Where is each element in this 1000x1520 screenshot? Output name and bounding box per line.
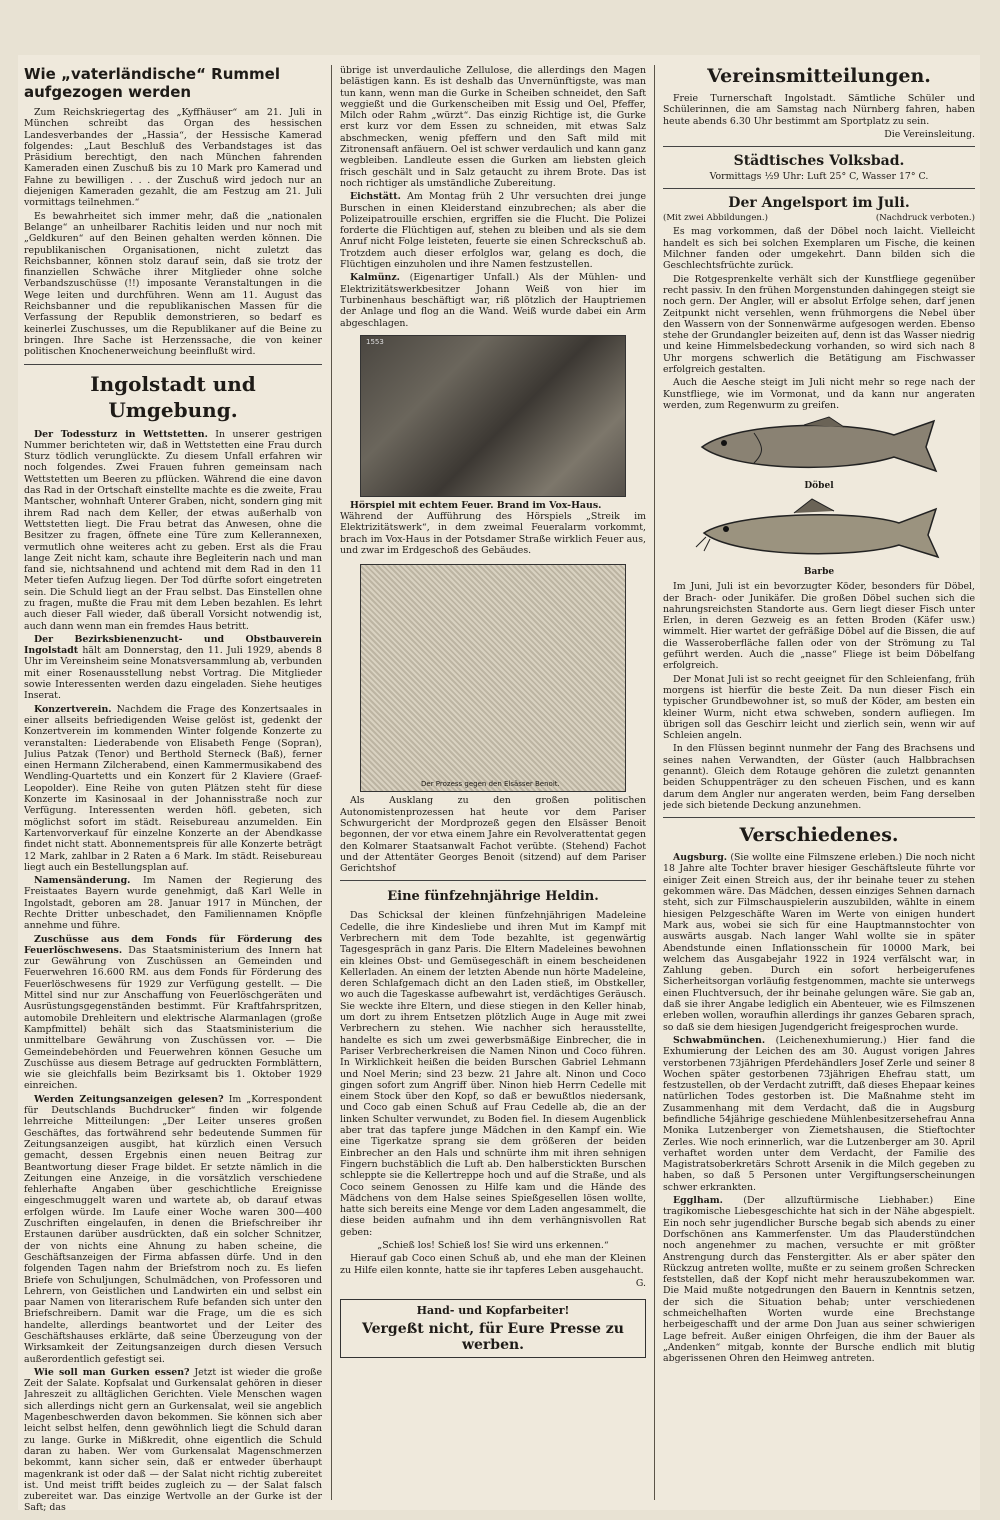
article-text: (Sie wollte eine Filmszene erleben.) Die noch nicht 18 Jahre alte Tochter braver hiesiger Geschäftsleute führte vor einiger Zeit einen Streich aus, der ihr beinahe teuer zu stehen gekommen wäre. Das Mädchen, dessen einziges Sehnen darnach steht, sich zur Filmschauspielerin auszubilden, wählte in einem hiesigen Pelzgeschäfte Waren im Werte von einigen hundert Mark aus, wobei sie sich für eine Hauptmannstochter von auswärts ausgab. Nach langer Wahl wollte sie in später Abendstunde einen Inflationsschein für 10000 Mark, bei welchem das Ausgabejahr 1922 in 1924 verfälscht war, in Zahlung geben. Durch ein sofort herbeigerufenes Sicherheitsorgan vorläufig festgenommen, machte sie unterwegs einen Fluchtversuch, der ihr beinahe gelungen wäre. Sie gab an, daß sie ihrer Angabe lediglich ein Abenteuer, wie es Filmszenen erleben wollen, woraufhin allerdings ihr ganzes Gebaren sprach, so daß sie dem hiesigen Jugendgericht freigesprochen wurde. xyxy=(663,852,975,1033)
angel-paragraph: Der Monat Juli ist so recht geeignet für den Schleienfang, früh morgens ist hierfür die beste Zeit. Da nun dieser Fisch ein typischer Grundbewohner ist, so muß der Köder, am besten ein kleiner Wurm, nicht etwa schweben, sondern aufliegen. Im übrigen soll das Geschirr leicht und zierlich sein, wenn wir auf Schleien angeln. xyxy=(663,673,975,742)
article-augsburg xyxy=(663,852,975,1033)
article-text: Im Namen der Regierung des Freistaates Bayern wurde genehmigt, daß Karl Welle in Ingolstadt, geboren am 28. Januar 1917 in München, der Rechte Dritter unbeschadet, den Familiennamen Knöpfle annehme und führe. xyxy=(24,875,322,932)
article-text: (Eigenartiger Unfall.) Als der Mühlen- und Elektrizitätswerkbesitzer Johann Weiß von hier im Turbinenhaus beschäftigt war, riß plötzlich der Hauptriemen der Anlage und flog an die Wand. Weiß wurde dabei ein Arm abgeschlagen. xyxy=(340,272,646,329)
article-head: Eichstätt. xyxy=(350,191,401,203)
heldin-end: Hierauf gab Coco einen Schuß ab, und ehe man der Kleinen zu Hilfe eilen konnte, hatte sie ihr tapferes Leben ausgehaucht. xyxy=(340,1253,646,1276)
article-head: Zuschüsse aus dem Fonds für Förderung des Feuerlöschwesens. xyxy=(24,933,322,956)
column-1 xyxy=(24,55,322,1516)
article-head: Wie soll man Gurken essen? xyxy=(34,1366,190,1378)
article-egglham xyxy=(663,1195,975,1364)
photo-fire-vox-haus xyxy=(360,335,626,497)
sketch-caption: Als Ausklang zu den großen politischen Autonomistenprozessen hat heute vor dem Pariser Schwurgericht der Mordprozeß gegen den Elsässer Benoit begonnen, der vor etwa einem Jahre ein Revolverattentat gegen den Kolmarer Staatsanwalt Fachot verübte. (Stehend) Fachot und der Attentäter Georges Benoit (sitzend) auf dem Pariser Gerichtshof xyxy=(340,795,646,875)
article-eichstaett xyxy=(340,191,646,270)
subline-left: (Mit zwei Abbildungen.) xyxy=(663,213,769,224)
article-todessturz xyxy=(24,429,322,632)
article-text: hält am Donnerstag, den 11. Juli 1929, abends 8 Uhr im Vereinsheim seine Monatsversammlung ab, verbunden mit einer Rosenausstellung nebst Vortrag. Die Mitglieder sowie Interessenten werden dazu eingeladen. Siehe heutiges Inserat. xyxy=(24,645,322,702)
article-text: Am Montag früh 2 Uhr versuchten drei junge Burschen in einen Kleiderstand einzubrechen; als aber die Polizeipatrouille erschien, ergriffen sie die Flucht. Die Polizei forderte die Flüchtigen auf, stehen zu bleiben und als sie dem Anruf nicht Folge leisteten, feuerte sie einen Schreckschuß ab. Trotzdem auch dieser erfolglos war, gelang es doch, die Flüchtigen einzuholen und ihre Namen festzustellen. xyxy=(340,191,646,271)
separator xyxy=(340,880,646,881)
column-rule xyxy=(654,65,655,1500)
advert-line2: Vergeßt nicht, für Eure Presse zu werben. xyxy=(362,1321,624,1354)
fish-label-doebel: Döbel xyxy=(804,481,834,492)
angel-paragraph: Es mag vorkommen, daß der Döbel noch laicht. Vielleicht handelt es sich bei solchen Exemplaren um Fische, die keinen Milchner fanden oder umgekehrt. Dann bilden sich die Geschlechtsfrüchte zurück. xyxy=(663,226,975,272)
article-text: In unserer gestrigen Nummer berichteten wir, daß in Wettstetten eine Frau durch Sturz tödlich verunglückte. Zu diesem Unfall erfahren wir noch folgendes. Zwei Frauen fuhren gemeinsam nach Wettstetten um Beeren zu pflücken. Während die eine davon das Rad in der Ortschaft einstellte machte es die zweite, Frau Mantscher, wohnhaft Unterer Graben, nicht, sondern ging mit ihrem Rad nach dem Keller, der etwas außerhalb von Wettstetten liegt. Die Frau betrat das Anwesen, ohne die Besitzer zu fragen, öffnete eine Türe zum Kellerannexen, vermutlich ohne weiteres acht zu geben. Erst als die Frau lange Zeit nicht kam, schaute ihre Begleiterin nach und man fand sie, nichtsahnend und achtend mit dem Rad in den 11 Meter tiefen Aufzug liegen. Der Tod dürfte sofort eingetreten sein. Die Schuld liegt an der Frau selbst. Das Einstellen ohne zu fragen, mußte die Frau mit dem Leben bezahlen. Es lehrt auch dieser Fall wieder, daß überall Vorsicht notwendig ist, auch dann wenn man ein fremdes Haus betritt. xyxy=(24,428,322,632)
verein-signature: Die Vereinsleitung. xyxy=(884,128,975,140)
article-obstbau xyxy=(24,634,322,702)
headline-heldin: Eine fünfzehnjährige Heldin. xyxy=(387,889,599,905)
rummel-paragraph: Zum Reichskriegertag des „Kyffhäuser“ am 21. Juli in München schreibt das Organ des hessischen Landesverbandes der „Hassia“, der Hessische Kamerad folgendes: „Laut Beschluß des Verbandstages ist das Präsidium berechtigt, den nach München fahrenden Kameraden einen Zuschuß bis zu 10 Mark pro Kamerad und Fahne zu bewilligen . . . der Zuschuß wird jedoch nur an diejenigen Kameraden gezahlt, die am Festzug am 21. Juli vormittags teilnehmen.“ xyxy=(24,107,322,209)
article-text: Im „Korrespondent für Deutschlands Buchdrucker“ finden wir folgende lehrreiche Mitteilungen: „Der Leiter unseres großen Geschäftes, das fortwährend sehr bedeutende Summen für Zeitungsanzeigen ausgibt, hat kürzlich einen Versuch gemacht, dessen Ergebnis einen neuen Beitrag zur Beantwortung dieser Frage bildet. Er setzte nämlich in die Zeitungen eine Anzeige, in die vorsätzlich verschiedene fehlerhafte Angaben über geschichtliche Ereignisse eingeschmuggelt waren und wartete ab, ob darauf etwas erfolgen würde. Im Laufe einer Woche waren 300—400 Zuschriften eingelaufen, in denen die Briefschreiber ihr Erstaunen darüber ausdrückten, daß ein solcher Schnitzer, der von nichts eine Ahnung zu haben scheine, die Geschäftsanzeigen der Firma abfassen dürfe. Und in den folgenden Tagen nahm der Briefstrom noch zu. Es liefen Briefe von Schuljungen, Schulmädchen, von Professoren und Lehrern, von Geistlichen und Landwirten ein und selbst ein paar Namen von literarischem Rufe befanden sich unter den Briefschreibern. Damit war die Frage, um die es sich handelte, allerdings beantwortet und der Leiter des Geschäftshauses erklärte, daß seine Überzeugung von der Wirksamkeit der Zeitungsanzeigen durch diesen Versuch außerordentlich gefestigt sei. xyxy=(24,1093,322,1365)
article-head: Namensänderung. xyxy=(34,875,131,887)
separator xyxy=(663,146,975,147)
headline-volksbad: Städtisches Volksbad. xyxy=(733,153,905,170)
headline-verschiedenes: Verschiedenes. xyxy=(739,824,899,847)
article-schwabmuenchen xyxy=(663,1035,975,1193)
article-text: (Leichenexhumierung.) Hier fand die Exhumierung der Leichen des am 30. August vorigen Jahres verstorbenen 73jährigen Pferdehändlers Josef Zerle und seiner 8 Wochen später gestorbenen 73jährigen Ehefrau statt, um festzustellen, ob der Verdacht zutrifft, daß dieses Ehepaar keines natürlichen Todes gestorben ist. Die Maßnahme steht im Zusammenhang mit dem Verdacht, daß die in Augsburg befindliche 54jährige geschiedene Mühlenbesitzersehefrau Anna Monika Lutzenberger von Ziemetshausen, die Stieftochter Zerles. Wie noch erinnerlich, war die Lutzenberger am 30. April verhaftet worden unter dem Verdacht, der Familie des Magistratsoberkretärs Schrott Arsenik in die Milch gegeben zu haben, so daß 5 Personen unter Vergiftungserscheinungen schwer erkrankten. xyxy=(663,1034,975,1193)
rummel-paragraph: Es bewahrheitet sich immer mehr, daß die „nationalen Belange“ an unheilbarer Rachitis leiden und nur noch mit „Geldkuren“ auf den Beinen gehalten werden können. Die republikanischen Organisationen, nicht zuletzt das Reichsbanner, können stolz darauf sein, daß sie trotz der finanziellen Schwäche ihrer Mitglieder ohne solche Verbandszuschüsse (!!) imposante Veranstaltungen in die Wege leiten und durchführen. Wenn am 11. August das Reichsbanner und die republikanischen Massen für die Verfassung der Republik demonstrieren, so bedarf es keinerlei Zuschusses, um die Republikaner auf die Beine zu bringen. Ihre Sache ist Herzenssache, die von keiner politischen Knochenerweichung beeinflußt wird. xyxy=(24,210,322,358)
angel-paragraph: In den Flüssen beginnt nunmehr der Fang des Brachsens und seines nahen Verwandten, der Güster (auch Halbbrachsen genannt). Gleich dem Rotauge gehören die zuletzt genannten beiden Schuppenträger zu den scheuen Fischen, und es kann darum dem Angler nur angeraten werden, beim Fang derselben jede sich bietende Deckung anzunehmen. xyxy=(663,743,975,811)
sketch-label: Der Prozess gegen den Elsässer Benoit. xyxy=(421,780,560,789)
article-head: Der Bezirksbienenzucht- und Obstbauverein Ingolstadt xyxy=(24,633,322,657)
article-gurken xyxy=(24,1367,322,1514)
newspaper-page xyxy=(18,55,980,1514)
column-3 xyxy=(663,55,975,1367)
article-head: Schwabmünchen. xyxy=(673,1034,766,1046)
heldin-quote: „Schieß los! Schieß los! Sie wird uns erkennen.“ xyxy=(377,1240,609,1251)
gurken-continued: übrige ist unverdauliche Zellulose, die allerdings den Magen belästigen kann. Es ist deshalb das Unvernünftigste, was man tun kann, wenn man die Gurke in Scheiben schneidet, den Saft weggießt und die Gurkenscheiben mit Essig und Oel, Pfeffer, Milch oder Rahm „würzt“. Das einzig Richtige ist, die Gurke erst kurz vor dem Essen zu schneiden, mit etwas Salz abschmecken, wenig pfeffern und den Saft mild mit Zitronensaft anfäuern. Oel ist schwer verdaulich und kann ganz wegbleiben. Landleute essen die Gurken am liebsten gleich frisch geschält und in Salz getaucht zu ihrem Brote. Das ist noch richtiger als umständliche Zubereitung. xyxy=(340,65,646,189)
angel-paragraph: Die Rotgesprenkelte verhält sich der Kunstfliege gegenüber recht passiv. In den frühen Morgenstunden dahingegen steigt sie noch gern. Der Angler, will er absolut Erfolge sehen, darf jenen Zeitpunkt nicht versehlen, wenn frühmorgens die Nebel über den Wassern von der Sonnenwärme aufgesogen werden. Ebenso stehe der Grundangler beizeiten auf, denn ist das Wasser niedrig und keine Himmelsbedeckung vorhanden, so wird sich nach 8 Uhr morgens schwerlich die Betätigung am Fischwasser erfolgreich gestalten. xyxy=(663,273,975,376)
article-head: Der Todessturz in Wettstetten. xyxy=(34,428,208,440)
angel-paragraph: Im Juni, Juli ist ein bevorzugter Köder, besonders für Döbel, der Brach- oder Junikäfer. Die großen Döbel suchen sich die nahrungsreichsten Standorte aus. Gern liegt dieser Fisch unter Erlen, in deren Gezweig es an fetten Broden (Käfer usw.) wimmelt. Hier wartet der gefräßige Döbel auf die Bissen, die auf die Wasseroberfläche fallen oder von der Strömung zu Tal geführt werden. Auch die „nasse“ Fliege ist beim Döbelfang erfolgreich. xyxy=(663,581,975,672)
subline-right: (Nachdruck verboten.) xyxy=(875,213,975,224)
heldin-signature: G. xyxy=(635,1277,646,1289)
article-head: Augsburg. xyxy=(673,852,728,864)
caption-text: Während der Aufführung des Hörspiels „Streik im Elektrizitätswerk“, in dem zweimal Feueralarm vorkommt, brach im Vox-Haus in der Potsdamer Straße wirklich Feuer aus, und zwar im Erdgeschoß des Gebäudes. xyxy=(340,511,646,557)
separator xyxy=(24,364,322,365)
article-zeitungsanzeigen xyxy=(24,1094,322,1365)
verein-text: Freie Turnerschaft Ingolstadt. Sämtliche Schüler und Schülerinnen, die am Samstag nach Nürnberg fahren, haben heute abends 6.30 Uhr bestimmt am Sportplatz zu sein. xyxy=(663,93,975,127)
article-text: (Der allzuftürmische Liebhaber.) Eine tragikomische Liebesgeschichte hat sich in der Nähe abgespielt. Ein noch sehr jugendlicher Bursche begab sich abends zu einer Dorfschönen ans Kammerfenster. Um das Plauderstündchen noch angenehmer zu machen, versuchte er mit größter Anstrengung durch das Fenstergitter. Als er aber später den Rückzug antreten wollte, mußte er zu seinem großen Schrecken feststellen, daß der Kopf nicht mehr herauszubekommen war. Die Maid mußte notgedrungen den Bauern in Kenntnis setzen, der sich die Situation behab; unter verschiedenen schmeichelhaften Worten wurde eine Brechstange herbeigeschafft und der arme Don Juan aus seiner schwierigen Lage befreit. Außer einigen Ohrfeigen, die ihm der Bauer als „Andenken“ mitgab, konnte der Bursche endlich mit blutig abgerissenen Ohren den Heimweg antreten. xyxy=(663,1195,975,1365)
headline-rummel: Wie „vaterländische“ Rummel aufgezogen werden xyxy=(24,65,280,101)
fish-illustration-barbe xyxy=(694,495,944,567)
caption-head: Hörspiel mit echtem Feuer. Brand im Vox-Haus. xyxy=(350,499,602,511)
angel-paragraph: Auch die Aesche steigt im Juli nicht mehr so rege nach der Kunstfliege, wie im Vormonat, und da kann nur angeraten werden, zum Regenwurm zu greifen. xyxy=(663,377,975,411)
photo-caption xyxy=(340,500,646,556)
photo-number: 1553 xyxy=(366,337,384,346)
article-head: Egglham. xyxy=(673,1195,723,1207)
article-text: Jetzt ist wieder die große Zeit der Salate. Kopfsalat und Gurkensalat gehören in dieser Jahreszeit zu alltäglichen Gerichten. Viele Menschen wagen sich allerdings nicht gern an Gurkensalat, weil sie angeblich Magenbeschwerden davon bekommen. Sie können sich aber leicht selbst helfen, denn gewöhnlich liegt die Schuld daran zu lange. Gurke in Mißkredit, ohne eigentlich die Schuld daran zu haben. Wer vom Gurkensalat Magenschmerzen bekommt, kann sicher sein, daß er entweder überhaupt magenkrank ist oder daß — der Salat nicht richtig zubereitet ist. Und meist trifft beides zugleich zu — der Salat falsch zubereitet war. Das einzige Wertvolle an der Gurke ist der Saft; das xyxy=(24,1366,322,1514)
article-text: Nachdem die Frage des Konzertsaales in einer allseits befriedigenden Weise gelöst ist, gedenkt der Konzertverein im kommenden Winter folgende Konzerte zu veranstalten: Liederabende von Elisabeth Fenge (Sopran), Julius Patzak (Tenor) und Berthold Sterneck (Baß), ferner einen Hermann Zilcherabend, einen Kammermusikabend des Wendling-Quartetts und ein Konzert für 2 Klaviere (Graef-Leopolder). Eine Reihe von guten Plätzen steht für diese Konzerte im Kasinosaal in der Johannisstraße noch zur Verfügung. Interessenten werden höfl. gebeten, sich möglichst sofort im städt. Reisebureau anzumelden. Ein Kartenvorverkauf für einzelne Konzerte an der Abendkasse findet nicht statt. Abonnementspreis für alle Konzerte beträgt 12 Mark, zahlbar in 2 Raten a 6 Mark. Im städt. Reisebureau liegt auch ein Bestellungsplan auf. xyxy=(24,703,322,873)
article-head: Konzertverein. xyxy=(34,703,112,715)
fish-illustration-doebel xyxy=(694,413,944,481)
fish-label-barbe: Barbe xyxy=(803,567,835,578)
headline-ingolstadt: Ingolstadt und Umgebung. xyxy=(90,371,256,422)
separator xyxy=(663,188,975,189)
advert-line1: Hand- und Kopfarbeiter! xyxy=(416,1304,570,1318)
column-rule xyxy=(331,65,332,1500)
advert-box xyxy=(340,1299,646,1358)
angelsport-subline xyxy=(663,213,975,223)
sketch-benoit-trial xyxy=(360,564,626,792)
article-head: Werden Zeitungsanzeigen gelesen? xyxy=(34,1093,224,1105)
headline-angelsport: Der Angelsport im Juli. xyxy=(728,195,910,212)
separator xyxy=(663,817,975,818)
article-namensaenderung xyxy=(24,875,322,931)
column-2 xyxy=(340,55,646,1358)
article-text: Das Staatsministerium des Innern hat zur Gewährung von Zuschüssen an Gemeinden und Feuerwehren 16.600 RM. aus dem Fonds für Förderung des Feuerlöschwesens für 1929 zur Verfügung gestellt. — Die Mittel sind nur zur Anschaffung von Feuerlöschgeräten und Ausrüstungsgegenständen bestimmt. Für Kraftfahrspritzen, automobile Drehleitern und elektrische Alarmanlagen (große Kampfmittel) behält sich das Staatsministerium die unmittelbare Gewährung von Zuschüssen vor. — Die Gemeindebehörden und Feuerwehren können Gesuche um Zuschüsse aus diesem Betrage auf gedruckten Formblättern, wie sie gleichfalls beim Bezirksamt bis 1. Oktober 1929 einreichen. xyxy=(24,944,322,1092)
article-head: Kalmünz. xyxy=(350,272,400,284)
volksbad-text: Vormittags ½9 Uhr: Luft 25° C, Wasser 17° C. xyxy=(709,171,929,183)
headline-vereinsmitteilungen: Vereinsmitteilungen. xyxy=(707,65,931,87)
article-feuerloeschwesen xyxy=(24,934,322,1092)
heldin-text: Das Schicksal der kleinen fünfzehnjährigen Madeleine Cedelle, die ihre Kindesliebe und ihren Mut im Kampf mit Verbrechern mit dem Tode bezahlte, ist gegenwärtig Tagesgespräch in ganz Paris. Die Eltern Madeleines bewohnen ein kleines Obst- und Gemüsegeschäft in einem bescheidenen Kellerladen. An einem der letzten Abende nun hörte Madeleine, deren Schlafgemach dicht an den Laden stieß, im Obstkeller, wo auch die Tageskasse aufbewahrt ist, verdächtiges Geräusch. Sie weckte ihre Eltern, und diese stiegen in den Keller hinab, um dort zu ihrem Entsetzen plötzlich Auge in Auge mit zwei Verbrechern zu stehen. Wie nachher sich herausstellte, handelte es sich um zwei gewerbsmäßige Einbrecher, die in Pariser Verbrecherkreisen die Namen Ninon und Coco führen. In Wirklichkeit heißen die beiden Burschen Gabriel Lehmann und Noel Merin; sind 23 bezw. 21 Jahre alt. Ninon und Coco gingen sofort zum Angriff über. Ninon hieb Herrn Cedelle mit einem Stock über den Kopf, so daß er bewußtlos niedersank, und Coco gab einen Schuß auf Frau Cedelle ab, die an der linken Schulter verwundet, zu Boden fiel. In diesem Augenblick aber trat das tapfere junge Mädchen in den Kampf ein. Wie eine Tigerkatze sprang sie dem größeren der beiden Einbrecher an den Hals und schnürte ihm mit ihren sehnigen Fingern buchstäblich die Luft ab. Den halberstickten Burschen schleppte sie die Kellertreppe hoch und auf die Straße, und als Coco seinem Genossen zu Hilfe kam und die Hände des Mädchens von dem Halse seines Spießgesellen lösen wollte, hatte sich bereits eine Menge vor dem Laden angesammelt, die diese beiden aufnahm und ihn dem verhängnisvollen Rat geben: xyxy=(340,910,646,1238)
article-konzertverein xyxy=(24,704,322,873)
article-kalmuenz xyxy=(340,272,646,328)
